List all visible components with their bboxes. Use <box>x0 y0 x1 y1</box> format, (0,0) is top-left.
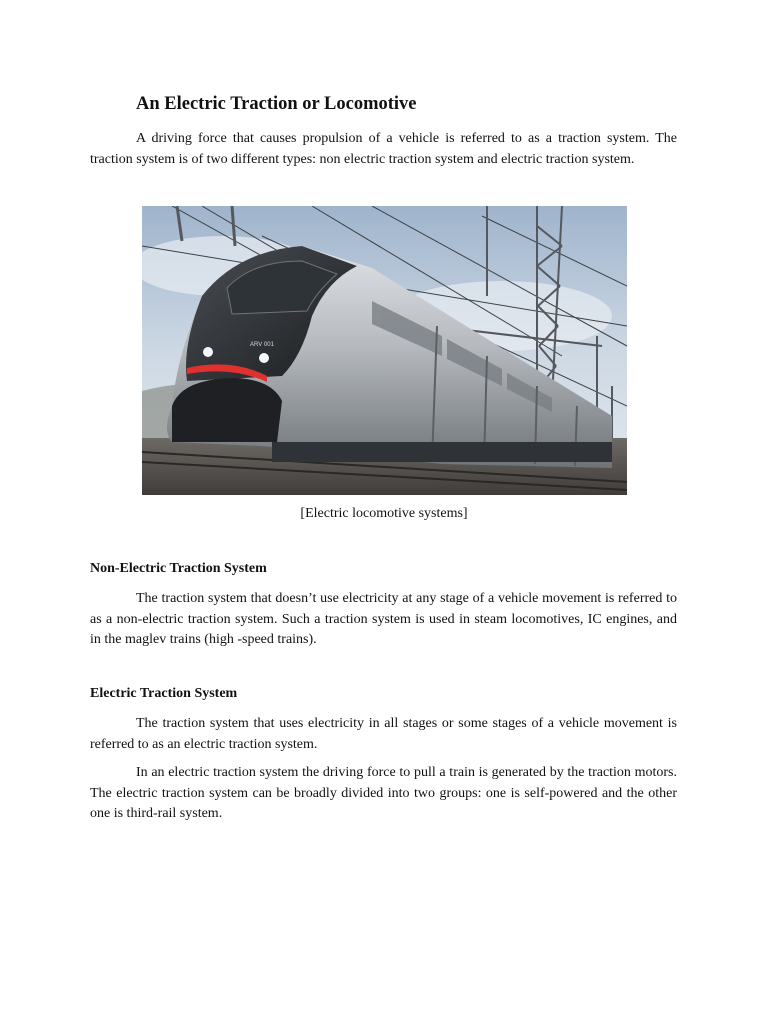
figure-caption: [Electric locomotive systems] <box>300 506 468 521</box>
train-number: ARV 001 <box>250 342 274 348</box>
section-paragraph-non-electric: The traction system that doesn’t use electricity at any stage of a vehicle movement is referred to as a non-electric traction system. Such a traction system is used in steam locomotives, IC engines, and in the maglev trains (high -speed trains). <box>90 591 677 647</box>
document-title: An Electric Traction or Locomotive <box>136 94 417 114</box>
headlight-right <box>259 353 269 363</box>
section-paragraph-electric-2: In an electric traction system the driving force to pull a train is generated by the traction motors. The electric traction system can be broadly divided into two groups: one is self-powered and the other one is third-rail system. <box>90 765 677 821</box>
section-heading-electric: Electric Traction System <box>90 686 238 701</box>
intro-paragraph: A driving force that causes propulsion of a vehicle is referred to as a traction system. The traction system is of two different types: non electric traction system and electric traction system. <box>90 131 677 167</box>
train-underframe <box>272 442 612 462</box>
section-heading-non-electric: Non-Electric Traction System <box>90 561 267 576</box>
headlight-left <box>203 347 213 357</box>
train-front-skirt <box>172 378 282 442</box>
locomotive-photo <box>142 206 627 495</box>
section-paragraph-electric-1: The traction system that uses electricity in all stages or some stages of a vehicle movement is referred to as an electric traction system. <box>90 716 677 752</box>
